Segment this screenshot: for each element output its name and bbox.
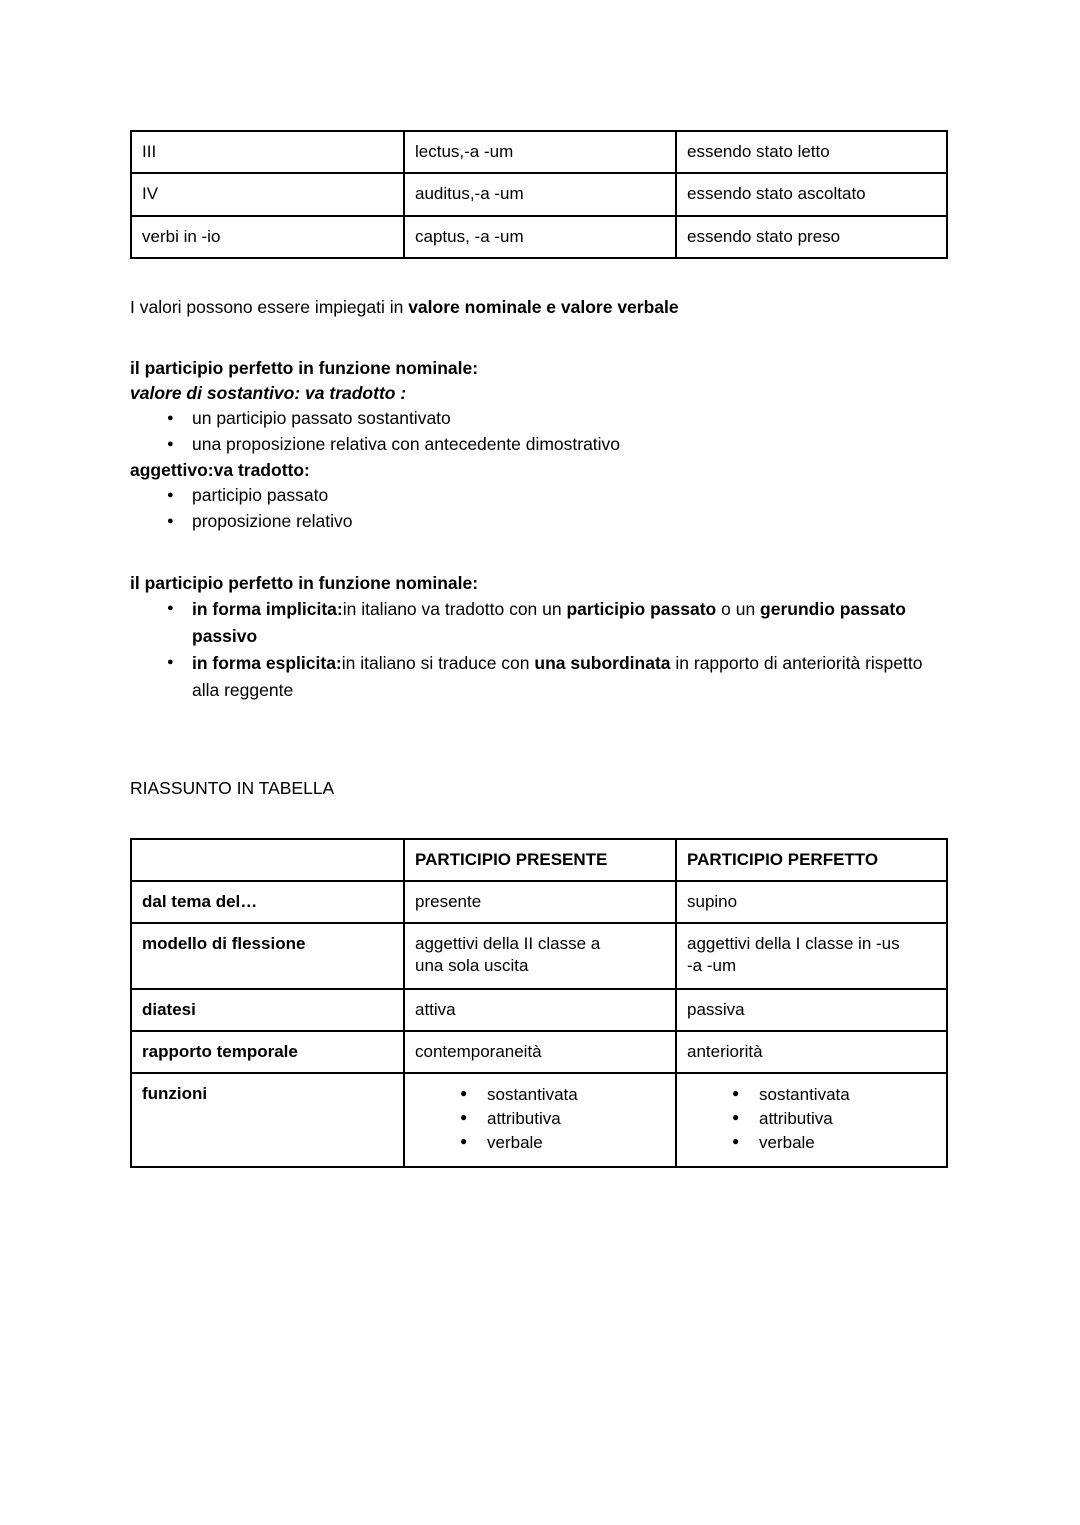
forma-bullet-list [130, 596, 946, 704]
list-item-forma-esplicita [167, 650, 946, 704]
table-row [131, 173, 947, 215]
forma-implicita-bold-1: participio passato [566, 598, 717, 619]
table-cell-conjugation: IV [131, 173, 404, 215]
table-header-participio-perfetto: PARTICIPIO PERFETTO [676, 839, 947, 881]
list-item: ● sostantivata [732, 1083, 936, 1107]
row-label-dal-tema: dal tema del… [131, 881, 404, 923]
section-subheading-sostantivo: valore di sostantivo: va tradotto : [130, 382, 407, 403]
riassunto-summary-table [130, 838, 948, 1168]
list-item: ● verbale [732, 1131, 936, 1155]
table-row [131, 131, 947, 173]
list-item: ● proposizione relativo [167, 509, 946, 535]
cell-line: aggettivi della II classe a [415, 934, 601, 954]
forma-esplicita-bold-1: una subordinata [534, 653, 671, 674]
table-cell-translation: essendo stato letto [676, 131, 947, 173]
row-label-modello-flessione: modello di flessione [131, 923, 404, 989]
cell-perfetto [676, 923, 947, 989]
forma-implicita-label: in forma implicita: [192, 598, 343, 619]
table-cell-translation: essendo stato preso [676, 216, 947, 258]
spacer [130, 320, 946, 356]
table-header-participio-presente: PARTICIPIO PRESENTE [404, 839, 676, 881]
spacer [130, 259, 946, 295]
table-row [131, 923, 947, 989]
forma-implicita-bold-2: gerundio passato passivo [192, 598, 906, 646]
section-subheading-aggettivo: aggettivo:va tradotto: [130, 459, 310, 480]
cell-perfetto [676, 1073, 947, 1166]
row-label-rapporto-temporale: rapporto temporale [131, 1031, 404, 1073]
intro-text: I valori possono essere impiegati in [130, 296, 409, 317]
row-label-diatesi: diatesi [131, 989, 404, 1031]
table-cell-form: lectus,-a -um [404, 131, 676, 173]
table-row [131, 1073, 947, 1166]
list-item: ● un participio passato sostantivato [167, 406, 946, 432]
cell-presente: presente [404, 881, 676, 923]
forma-esplicita-text-2: in rapporto di anteriorità rispetto alla reggente [192, 653, 923, 700]
table-cell-conjugation: verbi in -io [131, 216, 404, 258]
cell-lines [687, 933, 936, 978]
row-label-funzioni: funzioni [131, 1073, 404, 1166]
list-item: ● attributiva [732, 1107, 936, 1131]
cell-line: una sola uscita [415, 956, 529, 976]
summary-table-label: RIASSUNTO IN TABELLA [130, 778, 335, 799]
cell-perfetto: anteriorità [676, 1031, 947, 1073]
table-cell-translation: essendo stato ascoltato [676, 173, 947, 215]
funzioni-presente-list [415, 1083, 665, 1155]
forma-esplicita-text-1: in italiano si traduce con [341, 653, 535, 674]
cell-line: aggettivi della I classe in -us [687, 934, 900, 954]
cell-presente: contemporaneità [404, 1031, 676, 1073]
intro-bold: valore nominale e valore verbale [408, 296, 679, 317]
table-row [131, 989, 947, 1031]
list-item: ● sostantivata [460, 1083, 665, 1107]
table-header-row [131, 839, 947, 881]
spacer [130, 535, 946, 571]
forma-implicita-text-1: in italiano va tradotto con un [342, 598, 567, 619]
list-item: ● una proposizione relativa con antecedente dimostrativo [167, 432, 946, 458]
participio-perfetto-forms-table [130, 130, 948, 259]
forma-implicita-text-2: o un [716, 598, 761, 619]
table-row [131, 1031, 947, 1073]
list-item: ● attributiva [460, 1107, 665, 1131]
table-cell-form: captus, -a -um [404, 216, 676, 258]
section-heading-nominale-2: il participio perfetto in funzione nominale: [130, 572, 479, 593]
cell-presente: attiva [404, 989, 676, 1031]
forma-esplicita-label: in forma esplicita: [192, 653, 342, 674]
funzioni-perfetto-list [687, 1083, 936, 1155]
cell-line: -a -um [687, 956, 737, 976]
list-item: ● verbale [460, 1131, 665, 1155]
cell-perfetto: supino [676, 881, 947, 923]
cell-presente [404, 1073, 676, 1166]
spacer [130, 704, 946, 776]
sostantivo-bullet-list [130, 406, 946, 457]
table-cell-form: auditus,-a -um [404, 173, 676, 215]
table-row [131, 216, 947, 258]
document-content [130, 130, 946, 1168]
aggettivo-bullet-list [130, 483, 946, 534]
table-header-empty [131, 839, 404, 881]
table-cell-conjugation: III [131, 131, 404, 173]
cell-lines [415, 933, 665, 978]
list-item-forma-implicita [167, 596, 946, 650]
intro-paragraph [130, 295, 946, 320]
cell-presente [404, 923, 676, 989]
section-heading-nominale-1: il participio perfetto in funzione nominale: [130, 357, 479, 378]
cell-perfetto: passiva [676, 989, 947, 1031]
list-item: ● participio passato [167, 483, 946, 509]
table-row [131, 881, 947, 923]
spacer [130, 802, 946, 838]
